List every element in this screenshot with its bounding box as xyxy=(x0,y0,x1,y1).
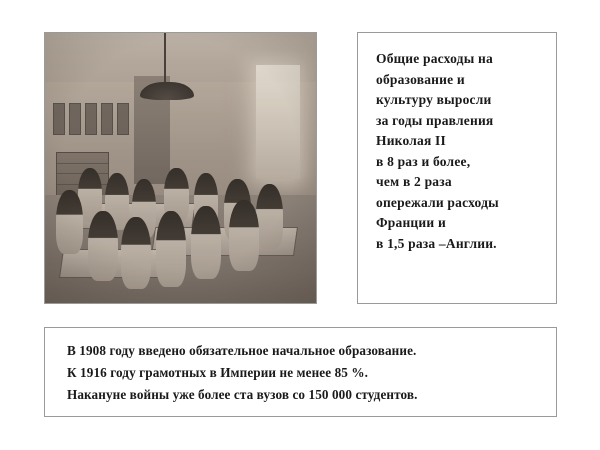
right-text-line: культуру выросли xyxy=(376,92,492,107)
bottom-text-box xyxy=(44,327,557,417)
photo-image xyxy=(45,33,316,303)
right-text-line: чем в 2 раза xyxy=(376,174,452,189)
right-text-line: Франции и xyxy=(376,215,446,230)
right-text-line: в 8 раз и более, xyxy=(376,153,471,169)
right-text-line: опережали расходы xyxy=(376,194,499,210)
right-text-line: образование и xyxy=(376,71,465,87)
right-text-box xyxy=(357,32,557,304)
bottom-text-line: В 1908 году введено обязательное начальное образование. xyxy=(67,343,417,358)
photo-vignette xyxy=(45,33,316,303)
right-text-line: Николая II xyxy=(376,133,446,148)
bottom-text-line: Накануне войны уже более ста вузов со 150 000 студентов. xyxy=(67,387,418,402)
right-text-line: Общие расходы на xyxy=(376,51,493,66)
right-text-line: за годы правления xyxy=(376,112,494,128)
bottom-text-line: К 1916 году грамотных в Империи не менее 85 %. xyxy=(67,365,369,380)
classroom-photo xyxy=(44,32,317,304)
right-text-line: в 1,5 раза –Англии. xyxy=(376,235,497,251)
